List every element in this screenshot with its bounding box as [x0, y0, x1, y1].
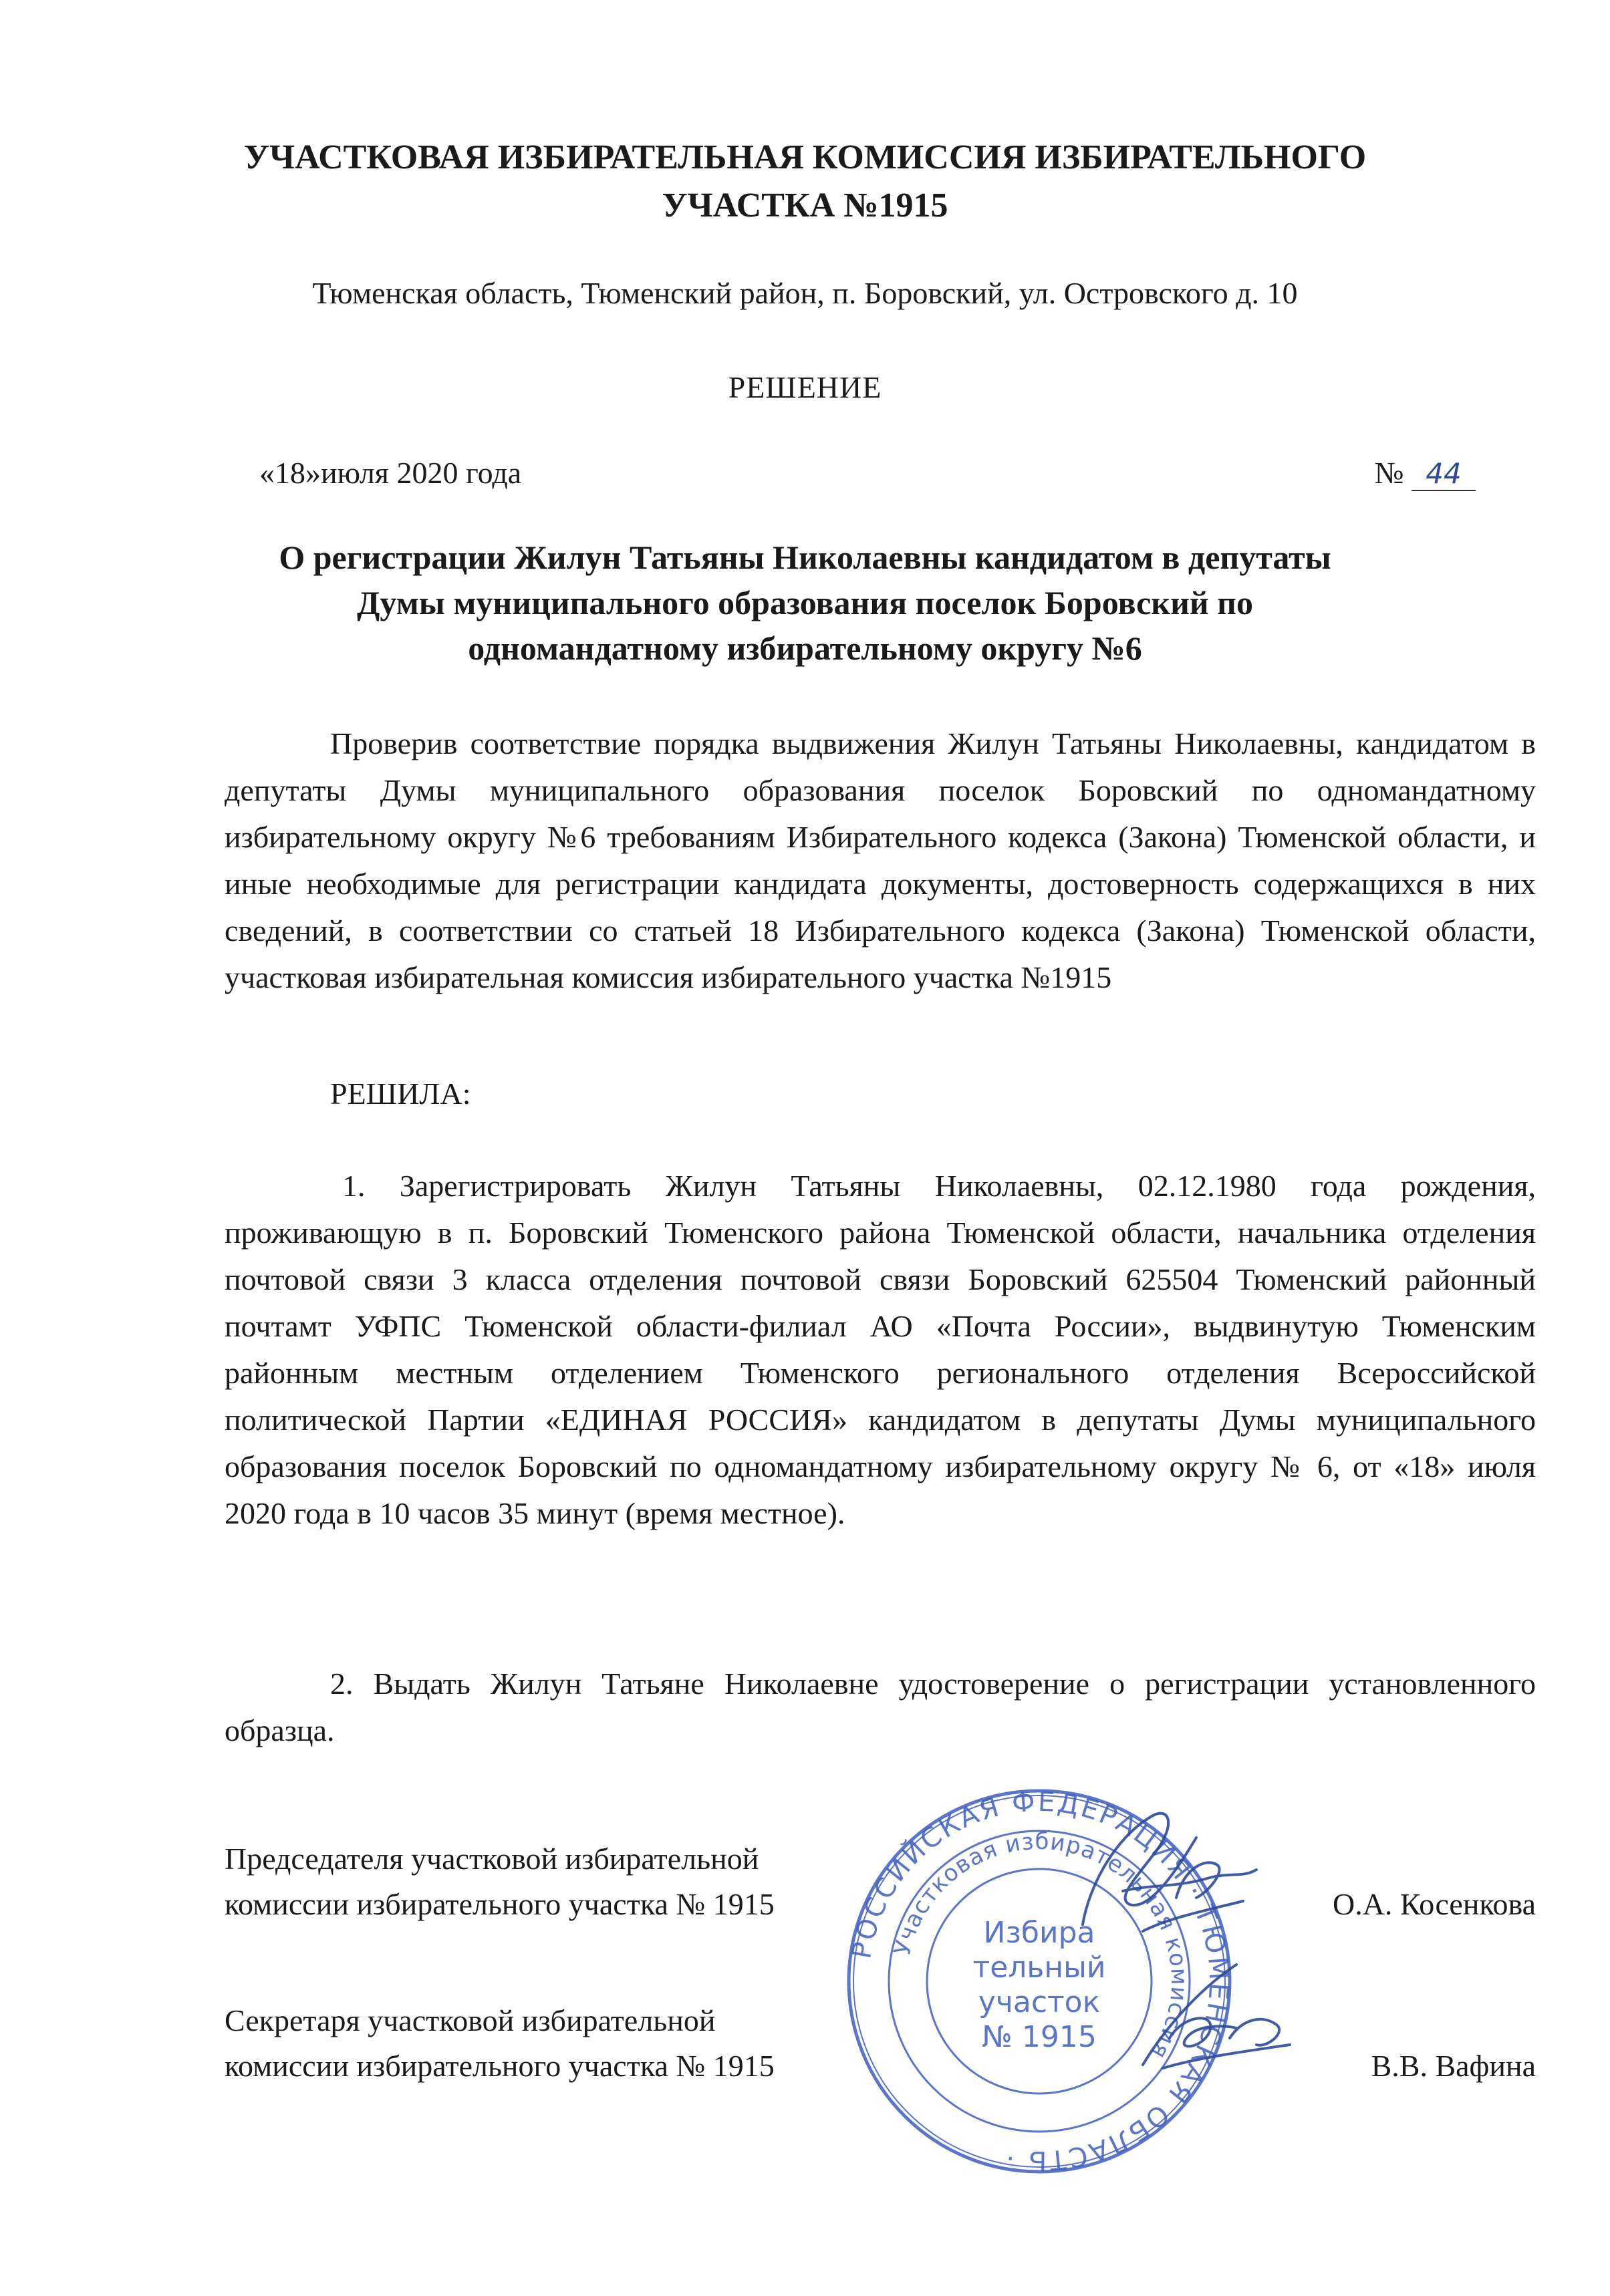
decision-number [1375, 455, 1476, 491]
item-2-text: 2. Выдать Жилун Татьяне Николаевне удостоверение о регистрации установленного образца. [225, 1667, 1536, 1747]
header-line-2: УЧАСТКА №1915 [662, 186, 948, 225]
chair-name: О.А. Косенкова [1332, 1887, 1536, 1921]
commission-address: Тюменская область, Тюменский район, п. Боровский, ул. Островского д. 10 [312, 276, 1298, 310]
commission-header [0, 134, 1610, 230]
preamble-text: Проверив соответствие порядка выдвижения Жилун Татьяны Николаевны, кандидатом в депутаты Думы муниципального образования поселок Боровский по одномандатному избирательному округу №6 требованиям Избирательного кодекса (Закона) Тюменской области, и иные необходимые для регистрации кандидата документы, достоверность содержащихся в них сведений, в соответствии со статьей 18 Избирательного кодекса (Закона) Тюменской области, участковая избирательная комиссия избирательного участка №1915 [225, 726, 1536, 994]
secretary-title-line-2: комиссии избирательного участка № 1915 [225, 2049, 775, 2083]
handwritten-number: 44 [1412, 457, 1476, 491]
seal-center-line-1: Избира [983, 1916, 1095, 1950]
seal-outer-text: РОССИЙСКАЯ ФЕДЕРАЦИЯ · ТЮМЕНСКАЯ ОБЛАСТЬ · [846, 1786, 1234, 2176]
seal-inner-text: Участковая избирательная комиссия [889, 1828, 1193, 2064]
date-number-line [259, 455, 1476, 490]
item-1-paragraph [225, 1163, 1536, 1537]
decision-subject [200, 535, 1410, 671]
secretary-title-line-1: Секретаря участковой избирательной [225, 2003, 716, 2037]
item-1-text: 1. Зарегистрировать Жилун Татьяны Николаевны, 02.12.1980 года рождения, проживающую в п. Боровский Тюменского района Тюменской области, начальника отделения почтовой связи 3 класса отделения почтовой связи Боровский 625504 Тюменский районный почтамт УФПС Тюменской области-филиал АО «Почта России», выдвинутую Тюменским районным местным отделением Тюменского регионального отделения Всероссийской политической Партии «ЕДИНАЯ РОССИЯ» кандидатом в депутаты Думы муниципального образования поселок Боровский по одномандатному избирательному округу № 6, от «18» июля 2020 года в 10 часов 35 минут (время местное). [225, 1169, 1536, 1530]
subject-line-1: О регистрации Жилун Татьяны Николаевны кандидатом в депутаты [279, 539, 1331, 576]
chair-title-line-2: комиссии избирательного участка № 1915 [225, 1887, 775, 1921]
subject-line-3: одномандатному избирательному округу №6 [468, 629, 1142, 667]
preamble-paragraph [225, 720, 1536, 1001]
number-label: № [1374, 456, 1404, 490]
subject-line-2: Думы муниципального образования поселок Боровский по [357, 584, 1253, 621]
secretary-name: В.В. Вафина [1371, 2049, 1536, 2083]
header-line-1: УЧАСТКОВАЯ ИЗБИРАТЕЛЬНАЯ КОМИССИЯ ИЗБИРАТЕЛЬНОГО [243, 138, 1367, 176]
chair-handwritten-signature [1043, 1791, 1270, 1958]
chair-title-line-1: Председателя участковой избирательной [225, 1842, 759, 1876]
secretary-handwritten-signature [1123, 1951, 1310, 2085]
seal-center-line-4: № 1915 [982, 2020, 1097, 2054]
seal-center-line-2: тельный [972, 1951, 1106, 1985]
decision-date: «18»июля 2020 года [259, 456, 522, 490]
decided-heading: РЕШИЛА: [330, 1077, 471, 1111]
seal-center-line-3: участок [978, 1985, 1101, 2019]
document-type: РЕШЕНИЕ [728, 370, 882, 404]
item-2-paragraph [225, 1661, 1536, 1754]
